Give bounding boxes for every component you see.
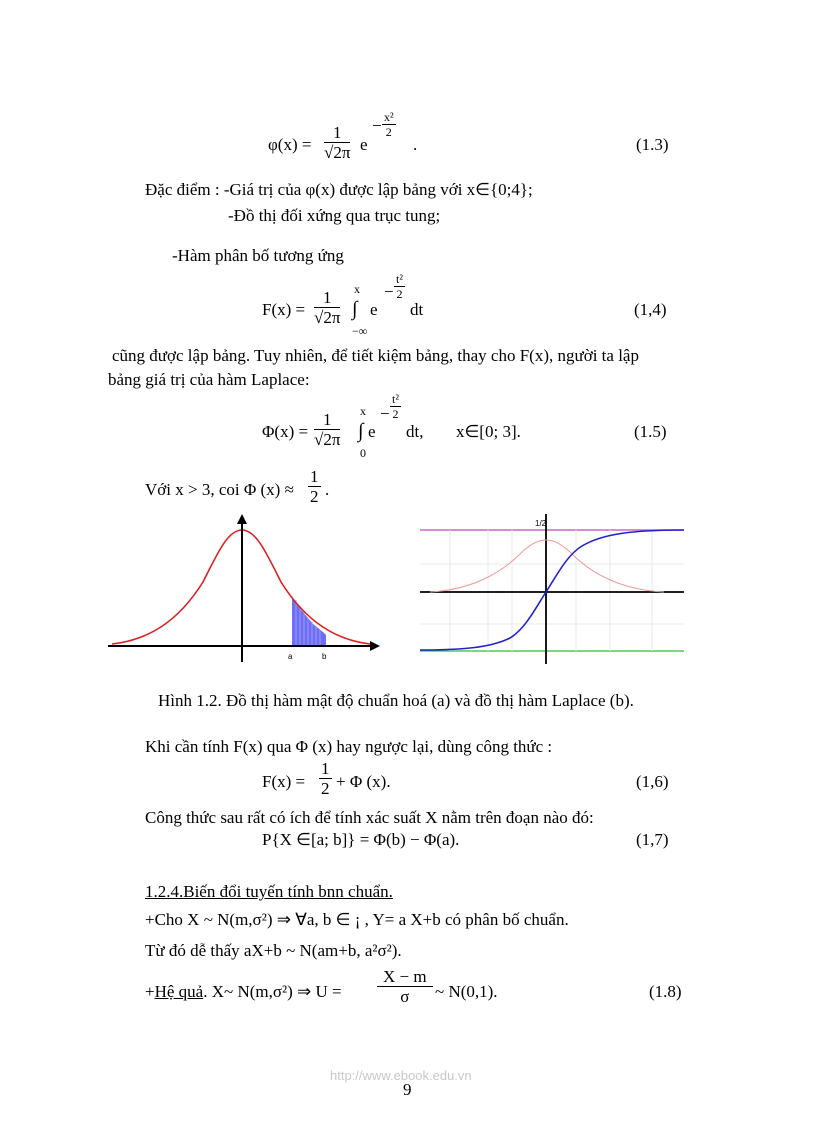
eq15-dt: dt, <box>406 422 424 441</box>
eq16-lhs: F(x) = <box>262 772 306 791</box>
eq13-fraction: $\frac{1}{√2\pi}$ <box>324 123 351 162</box>
line3-fraction: $\frac{X - m}{\sigma}$ <box>377 968 433 1007</box>
x-axis-arrow <box>370 641 380 651</box>
label-a: a <box>288 652 293 661</box>
eq14-dt: dt <box>410 300 424 319</box>
eq16-rhs: + Φ (x). <box>336 772 391 791</box>
conversion-text: Khi cần tính F(x) qua Φ (x) hay ngược lại, dùng công thức : <box>145 737 553 756</box>
eq15-exponent: $\frac{\text{t²}}{2}$ <box>392 392 399 421</box>
laplace-text-line1: cũng được lập bảng. Tuy nhiên, để tiết kiệm bảng, thay cho F(x), người ta lập <box>112 346 639 365</box>
eq15-integral: ∫ <box>358 420 364 442</box>
eq14-base: e <box>370 300 378 319</box>
laplace-text-line2: bảng giá trị của hàm Laplace: <box>108 370 310 389</box>
watermark: http://www.ebook.edu.vn <box>330 1068 472 1083</box>
eq14-number: (1,4) <box>634 300 667 319</box>
eq14-upper: x <box>354 282 360 296</box>
equation-1-4 <box>262 272 682 342</box>
equation-1-3 <box>268 110 688 170</box>
features-line1: Đặc điểm : -Giá trị của φ(x) được lập bảng với x∈{0;4}; <box>145 180 533 199</box>
figure-normal-density <box>108 512 380 664</box>
section-heading: 1.2.4.Biến đổi tuyến tính bnn chuẩn. <box>145 882 393 901</box>
figure-laplace <box>420 514 684 664</box>
eq18-number: (1.8) <box>649 982 682 1001</box>
approx-line: Với x > 3, coi Φ (x) ≈ $\frac{1}{2}$ . <box>145 467 330 506</box>
page-number: 9 <box>403 1080 412 1099</box>
eq14-exp-sign: − <box>384 282 394 301</box>
eq15-domain: x∈[0; 3]. <box>456 422 521 441</box>
figure-caption: Hình 1.2. Đồ thị hàm mật độ chuẩn hoá (a) và đồ thị hàm Laplace (b). <box>158 691 634 710</box>
eq15-lower: 0 <box>360 446 366 460</box>
eq17-number: (1,7) <box>636 830 669 849</box>
he-qua-link[interactable]: Hệ quả <box>154 982 204 1001</box>
eq17-expression: P{X ∈[a; b]} = Φ(b) − Φ(a). <box>262 830 460 849</box>
eq13-exp-sign: − <box>372 116 382 135</box>
half-label: 1/2 <box>535 519 547 528</box>
section-line2: Từ đó dễ thấy aX+b ~ N(am+b, a²σ²). <box>145 941 402 960</box>
density-curve <box>430 540 664 592</box>
eq16-number: (1,6) <box>636 772 669 791</box>
eq14-integral: ∫ <box>352 298 358 320</box>
section-line1: +Cho X ~ N(m,σ²) ⇒ ∀a, b ∈ ¡ , Y= a X+b có phân bố chuẩn. <box>145 910 569 929</box>
eq15-fraction: $\frac{1}{√2\pi}$ <box>314 410 341 449</box>
y-axis-arrow <box>237 514 247 524</box>
eq15-exp-sign: − <box>380 404 390 423</box>
probability-text: Công thức sau rất có ích để tính xác suất X nằm trên đoạn nào đó: <box>145 808 594 827</box>
eq16-fraction: $\frac{1}{2}$ <box>321 759 330 798</box>
eq13-dot: . <box>413 135 418 154</box>
label-b: b <box>322 652 327 661</box>
section-line3: +Hệ quả. X~ N(m,σ²) ⇒ U = $\frac{X - m}{\sigma}$ ~ N(0,1). (1.8) <box>145 967 682 1006</box>
eq14-lhs: F(x) = <box>262 300 306 319</box>
approx-fraction: $\frac{1}{2}$ <box>310 467 319 506</box>
eq13-lhs: φ(x) = <box>268 135 312 154</box>
eq15-lhs: Φ(x) = <box>262 422 309 441</box>
eq15-base: e <box>368 422 376 441</box>
eq13-exponent: $\frac{\text{x²}}{2}$ <box>384 110 394 139</box>
features-line3: -Hàm phân bố tương ứng <box>172 246 344 265</box>
equation-1-6 <box>262 756 682 806</box>
eq13-base: e <box>360 135 368 154</box>
eq15-upper: x <box>360 404 366 418</box>
eq14-fraction: $\frac{1}{√2\pi}$ <box>314 288 341 327</box>
equation-1-5 <box>262 390 682 460</box>
eq15-number: (1.5) <box>634 422 667 441</box>
eq14-lower: −∞ <box>352 324 368 338</box>
grid <box>420 530 684 651</box>
features-line2: -Đồ thị đối xứng qua trục tung; <box>228 206 441 225</box>
eq13-number: (1.3) <box>636 135 669 154</box>
eq14-exponent: $\frac{\text{t²}}{2}$ <box>396 272 403 301</box>
